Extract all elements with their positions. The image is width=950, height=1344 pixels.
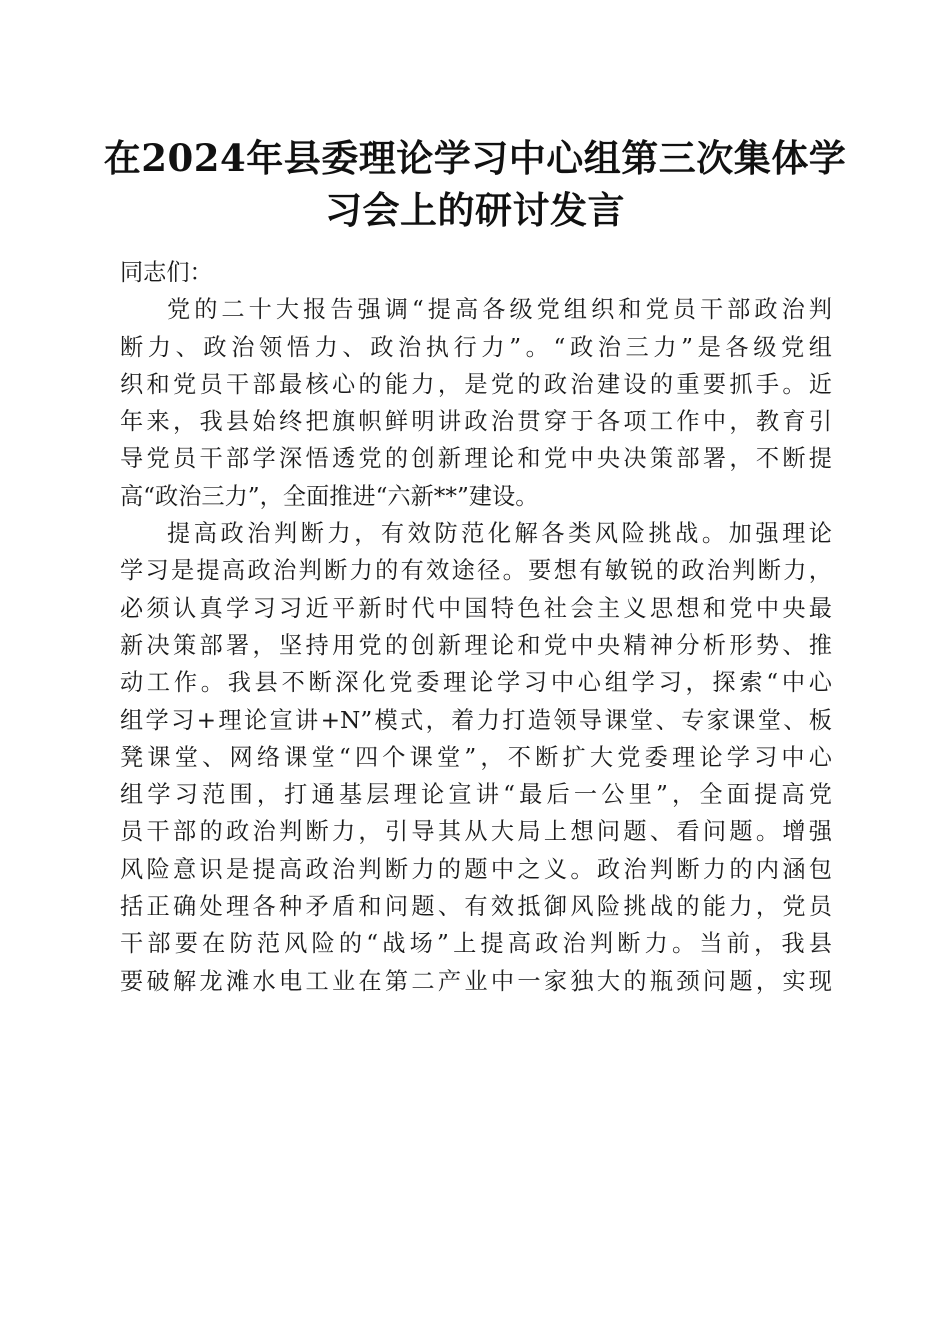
paragraph-line: 织和党员干部最核心的能力，是党的政治建设的重要抓手。近 xyxy=(120,370,832,398)
paragraph-line: 括正确处理各种矛盾和问题、有效抵御风险挑战的能力，党员 xyxy=(120,893,832,921)
paragraph-1 xyxy=(120,291,832,515)
paragraph-line: 组学习+理论宣讲+N”模式，着力打造领导课堂、专家课堂、板 xyxy=(120,706,832,734)
paragraph-line: 干部要在防范风险的“战场”上提高政治判断力。当前，我县 xyxy=(120,930,832,958)
paragraph-2 xyxy=(120,515,832,1000)
paragraph-line: 党的二十大报告强调“提高各级党组织和党员干部政治判 xyxy=(167,296,832,324)
paragraph-line: 风险意识是提高政治判断力的题中之义。政治判断力的内涵包 xyxy=(120,855,832,883)
paragraph-line: 年来，我县始终把旗帜鲜明讲政治贯穿于各项工作中，教育引 xyxy=(120,408,832,436)
paragraph-line: 断力、政治领悟力、政治执行力”。“政治三力”是各级党组 xyxy=(120,333,832,361)
document-title xyxy=(100,132,850,236)
salutation: 同志们： xyxy=(120,259,213,286)
paragraph-line: 新决策部署，坚持用党的创新理论和党中央精神分析形势、推 xyxy=(120,631,832,659)
paragraph-line: 必须认真学习习近平新时代中国特色社会主义思想和党中央最 xyxy=(120,594,832,622)
paragraph-line: 提高政治判断力，有效防范化解各类风险挑战。加强理论 xyxy=(167,520,832,548)
paragraph-line: 组学习范围，打通基层理论宣讲“最后一公里”，全面提高党 xyxy=(120,781,832,809)
paragraph-line: 凳课堂、网络课堂“四个课堂”，不断扩大党委理论学习中心 xyxy=(120,743,832,771)
title-line-2: 习会上的研讨发言 xyxy=(325,188,625,232)
paragraph-line: 员干部的政治判断力，引导其从大局上想问题、看问题。增强 xyxy=(120,818,832,846)
paragraph-line: 学习是提高政治判断力的有效途径。要想有敏锐的政治判断力， xyxy=(120,557,832,585)
paragraph-line: 动工作。我县不断深化党委理论学习中心组学习，探索“中心 xyxy=(120,669,832,697)
title-line-1: 在2024年县委理论学习中心组第三次集体学 xyxy=(103,136,847,180)
paragraph-line: 导党员干部学深悟透党的创新理论和党中央决策部署，不断提 xyxy=(120,445,832,473)
document-body xyxy=(120,254,832,1000)
paragraph-line: 要破解龙滩水电工业在第二产业中一家独大的瓶颈问题，实现 xyxy=(120,967,832,995)
paragraph-line: 高“政治三力”，全面推进“六新**”建设。 xyxy=(120,482,539,510)
